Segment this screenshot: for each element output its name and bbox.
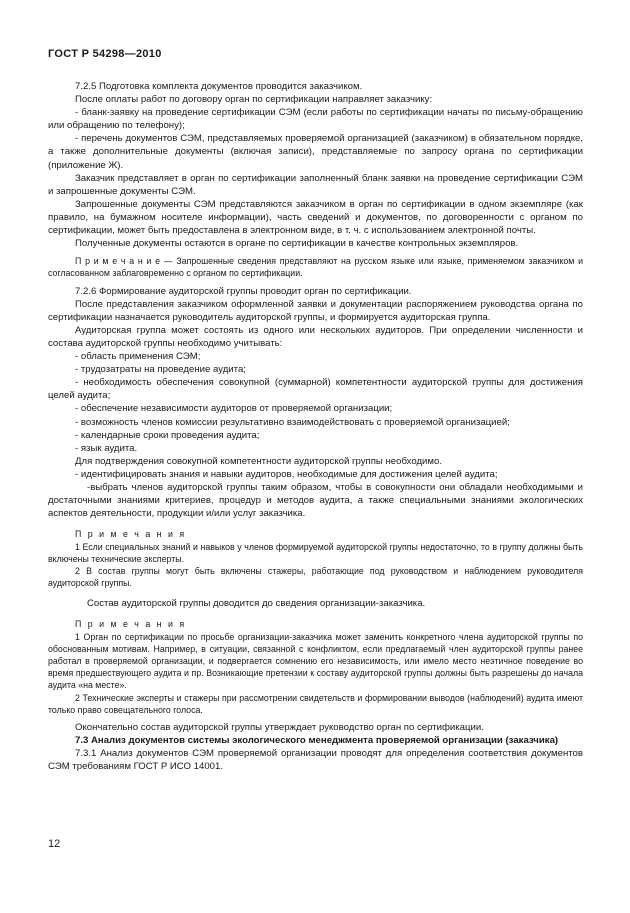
paragraph: Для подтверждения совокупной компетентности аудиторской группы необходимо.	[75, 455, 442, 467]
notes-heading: П р и м е ч а н и я	[75, 619, 187, 630]
paragraph: После оплаты работ по договору орган по сертификации направляет заказчику:	[75, 94, 433, 106]
note: П р и м е ч а н и е — Запрошенные сведения представляют на русском языке или языке, применяемом заказчиком и согласованном заблаговременно с органом по сертификации.	[48, 256, 583, 279]
list-item: - возможность членов комиссии результативно взаимодействовать с проверяемой организацией;	[75, 416, 510, 428]
section-heading: 7.3 Анализ документов системы экологического менеджмента проверяемой организации (заказчика)	[75, 735, 559, 747]
list-item: - необходимость обеспечения совокупной (суммарной) компетентности аудиторской группы для достижения целей аудита;	[48, 377, 583, 402]
paragraph: Аудиторская группа может состоять из одного или нескольких аудиторов. При определении численности и состава аудиторской группы необходимо учитывать:	[48, 324, 583, 349]
paragraph: Заказчик представляет в орган по сертификации заполненный бланк заявки на проведение сертификации СЭМ и запрошенные документы СЭМ.	[48, 172, 583, 197]
paragraph: Запрошенные документы СЭМ представляются заказчиком в орган по сертификации в одном экземпляре (как правило, на бумажном носителе информации), часть сведений и документов, по договоренности с органом по сертификации, может быть предоставлена в электронном виде, в т. ч. с использованием электронной почты.	[48, 198, 583, 237]
note: 2 Технические эксперты и стажеры при рассмотрении свидетельств и формировании выводов (наблюдений) аудита имеют только право совещательного голоса.	[48, 692, 583, 715]
list-item: - область применения СЭМ;	[75, 351, 201, 363]
document-body	[48, 80, 583, 773]
paragraph: После представления заказчиком оформленной заявки и документации распоряжением руководства органа по сертификации назначается руководитель аудиторской группы, и формируется аудиторская группа.	[48, 298, 583, 323]
notes-heading: П р и м е ч а н и я	[75, 529, 187, 540]
list-item: - обеспечение независимости аудиторов от проверяемой организации;	[75, 403, 393, 415]
note: 1 Если специальных знаний и навыков у членов формируемой аудиторской группы недостаточно, то в группу должны быть включены технические эксперты.	[48, 541, 583, 564]
list-item: - календарные сроки проведения аудита;	[75, 429, 260, 441]
paragraph: Полученные документы остаются в органе по сертификации в качестве контрольных экземпляров.	[75, 238, 519, 250]
list-item: -выбрать членов аудиторской группы таким образом, чтобы в совокупности они обладали необходимыми и достаточными знаниями критериев, процедур и методов аудита, а также специальными знаниями экологических аспектов деятельности, продукции и/или услуг заказчика.	[48, 482, 583, 520]
note: 2 В состав группы могут быть включены стажеры, работающие под руководством и наблюдением руководителя аудиторской группы.	[48, 565, 583, 589]
paragraph: Состав аудиторской группы доводится до сведения организации-заказчика.	[87, 598, 426, 610]
list-item: - язык аудита.	[75, 442, 138, 454]
paragraph: 7.2.6 Формирование аудиторской группы проводит орган по сертификации.	[75, 285, 412, 297]
list-item: - идентифицировать знания и навыки аудиторов, необходимые для достижения целей аудита;	[75, 468, 498, 480]
paragraph: Окончательно состав аудиторской группы утверждает руководство орган по сертификации.	[75, 722, 484, 734]
list-item: - перечень документов СЭМ, представляемых проверяемой организацией (заказчиком) в обязательном порядке, а также дополнительные документы (включая записи), представляемые по запросу органа по сертификации (приложение Ж).	[48, 133, 583, 171]
note: 1 Орган по сертификации по просьбе организации-заказчика может заменить конкретного члена аудиторской группы по обоснованным мотивам. Например, в ситуации, связанной с конфликтом, если предлагаемый член аудиторской группы ранее работал в проверяемой организации, и подвергается сомнению его независимость, или имело место неэтичное поведение во время предшествующего аудита и пр. Возникающие претензии к составу аудиторской группы должны быть разрешены до начала аудита «на месте».	[48, 631, 583, 691]
page-number: 12	[48, 838, 61, 850]
paragraph: 7.3.1 Анализ документов СЭМ проверяемой организации проводят для определения соответствия документов СЭМ требованиям ГОСТ Р ИСО 14001.	[48, 748, 583, 773]
list-item: - трудозатраты на проведение аудита;	[75, 364, 246, 376]
list-item: - бланк-заявку на проведение сертификации СЭМ (если работы по сертификации начаты по письму-обращению или обращению по телефону);	[48, 107, 583, 132]
document-header: ГОСТ Р 54298—2010	[48, 48, 162, 60]
paragraph: 7.2.5 Подготовка комплекта документов проводится заказчиком.	[75, 81, 363, 92]
